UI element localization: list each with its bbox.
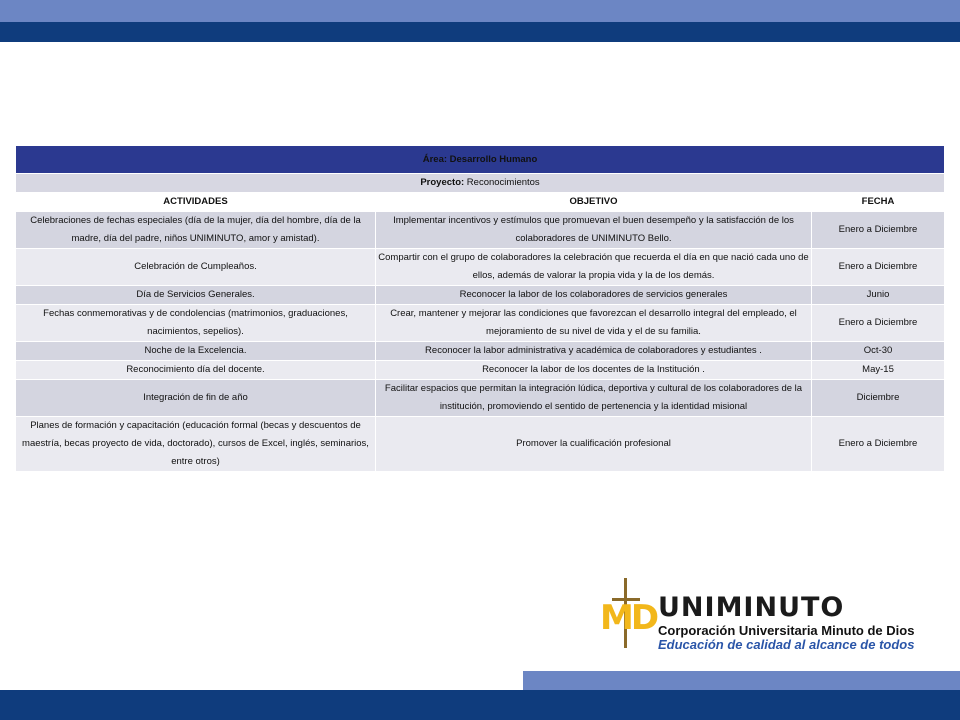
cell-actividad: Fechas conmemorativas y de condolencias (matrimonios, graduaciones, nacimientos, sepelios). [16, 305, 376, 342]
cell-fecha: Junio [812, 286, 945, 305]
project-row [16, 174, 945, 193]
cell-actividad: Celebración de Cumpleaños. [16, 249, 376, 286]
header-actividades: ACTIVIDADES [16, 193, 376, 212]
logo-name: UNIMINUTO [658, 592, 845, 623]
cell-objetivo: Reconocer la labor de los docentes de la Institución . [376, 361, 812, 380]
bottom-band-light [523, 671, 960, 690]
table-row [16, 417, 945, 472]
logo-subtitle: Corporación Universitaria Minuto de Dios [658, 623, 915, 638]
table-row [16, 380, 945, 417]
project-cell [16, 174, 945, 193]
cell-actividad: Integración de fin de año [16, 380, 376, 417]
cell-fecha: May-15 [812, 361, 945, 380]
cell-objetivo: Reconocer la labor de los colaboradores de servicios generales [376, 286, 812, 305]
cell-fecha: Oct-30 [812, 342, 945, 361]
cell-actividad: Planes de formación y capacitación (educación formal (becas y descuentos de maestría, becas proyecto de vida, doctorado), cursos de Excel, inglés, seminarios, entre otros) [16, 417, 376, 472]
header-objetivo: OBJETIVO [376, 193, 812, 212]
table-row [16, 342, 945, 361]
cell-objetivo: Implementar incentivos y estímulos que promuevan el buen desempeño y la satisfacción de los colaboradores de UNIMINUTO Bello. [376, 212, 812, 249]
bottom-band-dark [0, 690, 960, 720]
cell-actividad: Día de Servicios Generales. [16, 286, 376, 305]
top-band-light [0, 0, 960, 22]
cell-objetivo: Facilitar espacios que permitan la integración lúdica, deportiva y cultural de los colaboradores de la institución, promoviendo el sentido de pertenencia y la identidad misional [376, 380, 812, 417]
cell-fecha: Enero a Diciembre [812, 249, 945, 286]
cell-objetivo: Promover la cualificación profesional [376, 417, 812, 472]
cell-actividad: Noche de la Excelencia. [16, 342, 376, 361]
cell-fecha: Diciembre [812, 380, 945, 417]
table-row [16, 361, 945, 380]
project-key: Proyecto: [420, 177, 465, 188]
area-label: Área: Desarrollo Humano [16, 146, 945, 174]
cell-objetivo: Reconocer la labor administrativa y académica de colaboradores y estudiantes . [376, 342, 812, 361]
cell-actividad: Reconocimiento día del docente. [16, 361, 376, 380]
table-row [16, 212, 945, 249]
cell-fecha: Enero a Diciembre [812, 417, 945, 472]
cell-actividad: Celebraciones de fechas especiales (día de la mujer, día del hombre, día de la madre, día del padre, niños UNIMINUTO, amor y amistad). [16, 212, 376, 249]
project-value: Reconocimientos [464, 177, 540, 188]
table-row [16, 286, 945, 305]
logo-md-mark: MD [600, 598, 657, 638]
table-row [16, 305, 945, 342]
area-row [16, 146, 945, 174]
activities-table [15, 145, 945, 472]
cell-fecha: Enero a Diciembre [812, 212, 945, 249]
header-fecha: FECHA [812, 193, 945, 212]
logo-slogan: Educación de calidad al alcance de todos [658, 637, 915, 652]
top-band-dark [0, 22, 960, 42]
uniminuto-logo [598, 578, 923, 652]
cell-objetivo: Compartir con el grupo de colaboradores la celebración que recuerda el día en que nació cada uno de ellos, además de valorar la propia vida y la de los demás. [376, 249, 812, 286]
cell-fecha: Enero a Diciembre [812, 305, 945, 342]
header-row [16, 193, 945, 212]
table-row [16, 249, 945, 286]
cell-objetivo: Crear, mantener y mejorar las condiciones que favorezcan el desarrollo integral del empleado, el mejoramiento de su nivel de vida y el de su familia. [376, 305, 812, 342]
